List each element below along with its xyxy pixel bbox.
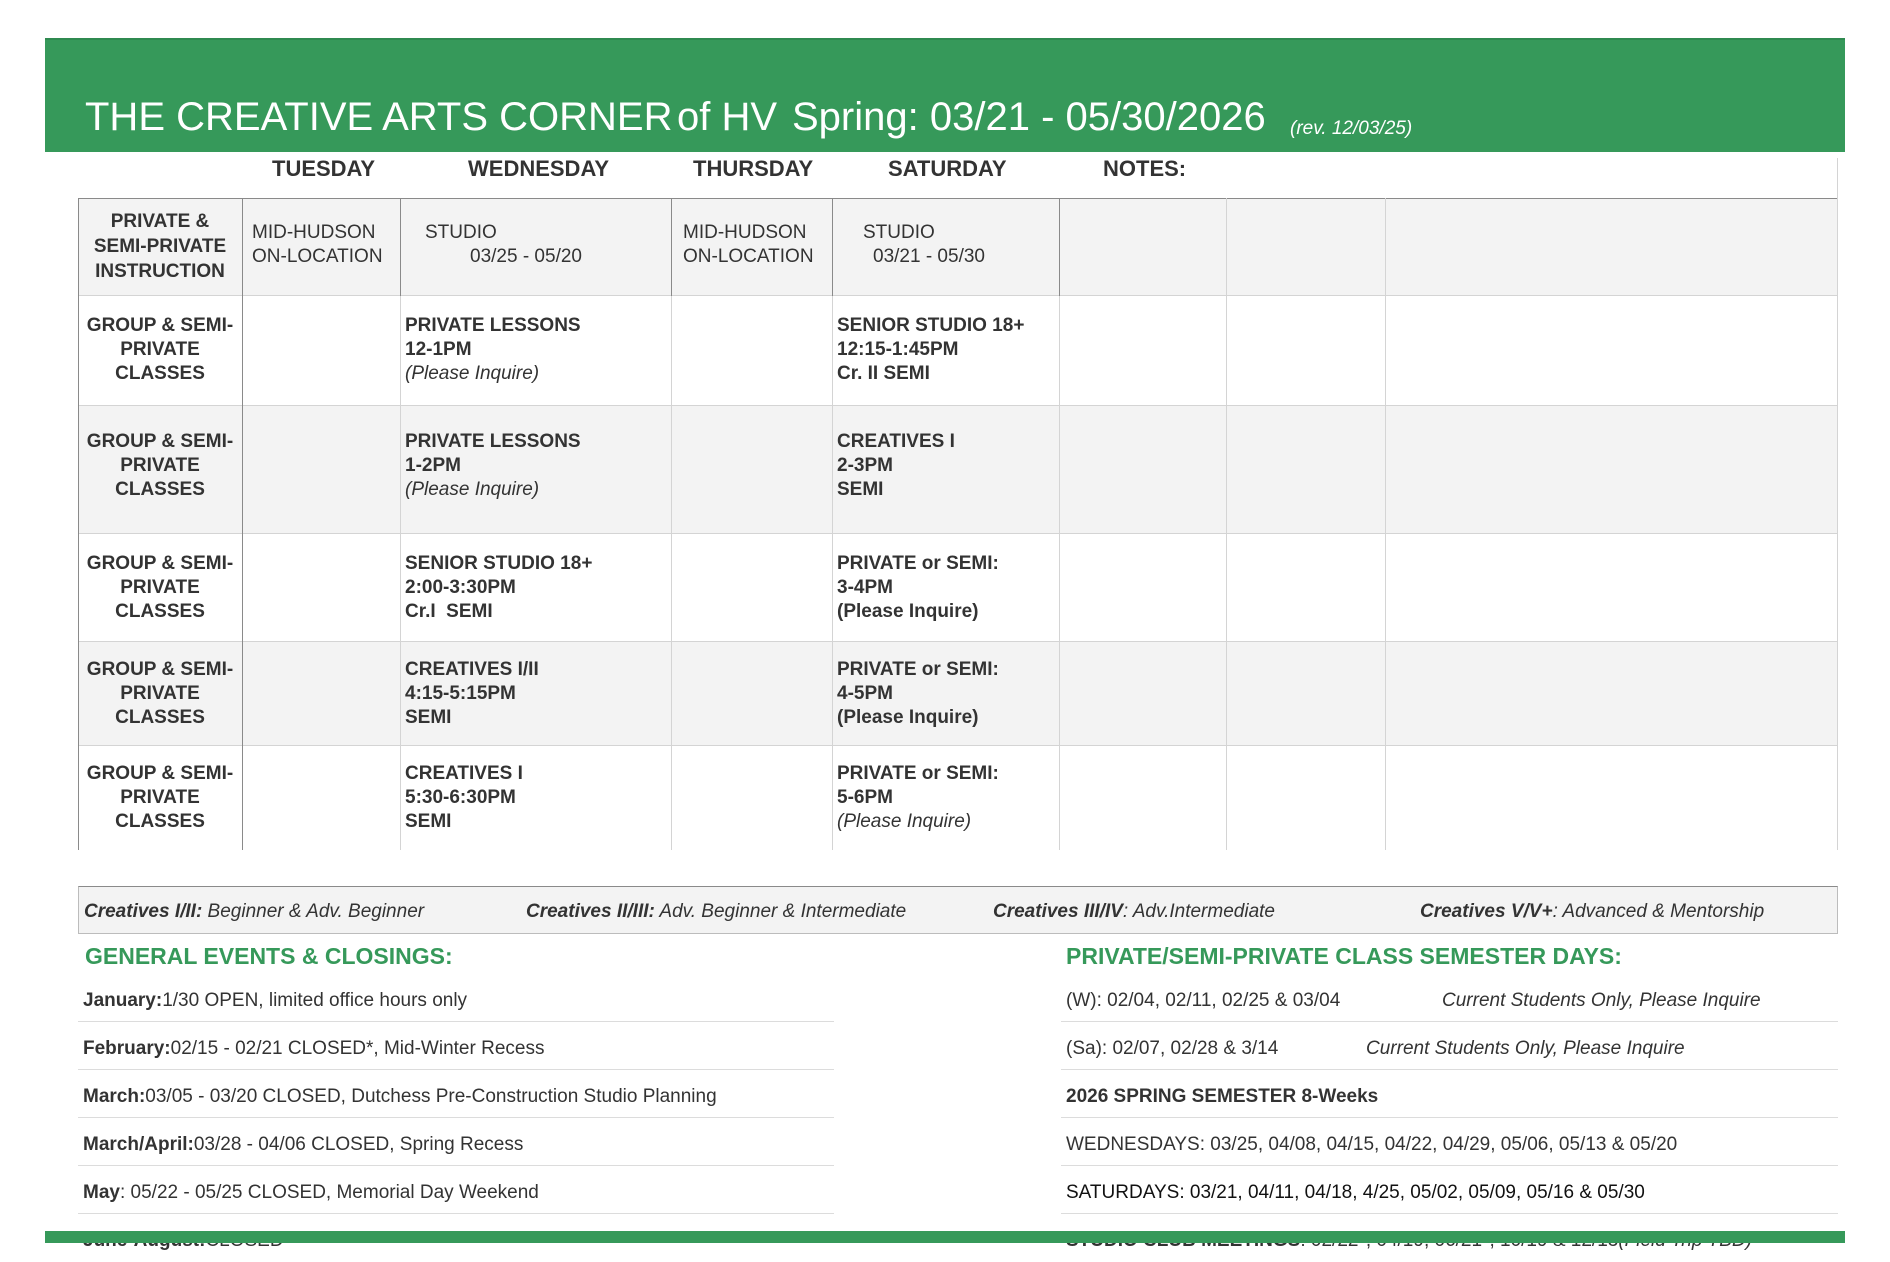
semester-line xyxy=(1061,1070,1838,1118)
class-time: 12:15-1:45PM xyxy=(837,339,959,360)
row-label-line: PRIVATE xyxy=(120,455,200,476)
grid-line xyxy=(1059,198,1060,296)
grid-line xyxy=(242,198,243,850)
location-line: MID-HUDSON xyxy=(252,222,376,243)
row-label-line: GROUP & SEMI- xyxy=(86,431,234,452)
wednesday-class xyxy=(405,296,675,405)
day-header-tuesday: TUESDAY xyxy=(272,156,376,181)
class-row xyxy=(78,746,1838,850)
class-title: PRIVATE LESSONS xyxy=(405,315,581,336)
semester-sat-days: (Sa): 02/07, 02/28 & 3/14 xyxy=(1066,1038,1279,1059)
spring-wednesdays: WEDNESDAYS: 03/25, 04/08, 04/15, 04/22, 04/29, 05/06, 05/13 & 05/20 xyxy=(1066,1134,1678,1155)
tuesday-location xyxy=(252,199,402,295)
semester-line xyxy=(1061,1166,1838,1214)
class-title: CREATIVES I xyxy=(405,763,523,784)
event-label: February: xyxy=(83,1038,171,1059)
class-title: SENIOR STUDIO 18+ xyxy=(837,315,1025,336)
event-text: 1/30 OPEN, limited office hours only xyxy=(162,990,468,1011)
class-time: 2-3PM xyxy=(837,455,893,476)
event-text: 03/28 - 04/06 CLOSED, Spring Recess xyxy=(193,1134,524,1155)
legend-term: Creatives I/II: xyxy=(84,901,203,922)
class-note: (Please Inquire) xyxy=(405,363,540,384)
footer-band xyxy=(45,1231,1845,1243)
legend-item xyxy=(1420,901,1764,923)
grid-line xyxy=(78,198,79,850)
grid-line xyxy=(1059,296,1060,850)
row-label-line: GROUP & SEMI- xyxy=(86,553,234,574)
semester-sat-note: Current Students Only, Please Inquire xyxy=(1366,1038,1685,1059)
class-title: PRIVATE or SEMI: xyxy=(837,763,999,784)
level-legend xyxy=(78,886,1838,934)
row-label xyxy=(78,642,242,745)
row-label-line: CLASSES xyxy=(115,707,205,728)
class-note: Cr.I SEMI xyxy=(405,601,493,622)
wednesday-class xyxy=(405,406,675,533)
location-row xyxy=(78,198,1838,296)
title-of: of HV xyxy=(677,95,778,139)
class-time: 5:30-6:30PM xyxy=(405,787,516,808)
legend-term: Creatives III/IV xyxy=(993,901,1123,922)
day-header-notes: NOTES: xyxy=(1103,156,1187,181)
class-time: 4-5PM xyxy=(837,683,893,704)
saturday-location xyxy=(846,199,1066,295)
event-label: March: xyxy=(83,1086,146,1107)
location-line: ON-LOCATION xyxy=(252,246,383,267)
grid-line xyxy=(671,198,1059,199)
semester-line xyxy=(1061,974,1838,1022)
row-label-line: PRIVATE xyxy=(120,339,200,360)
schedule-sheet xyxy=(45,38,1845,1248)
class-note: (Please Inquire) xyxy=(837,601,979,622)
class-note: (Please Inquire) xyxy=(837,811,972,832)
revision-note: (rev. 12/03/25) xyxy=(1290,118,1413,139)
event-line xyxy=(78,1070,834,1118)
row-label-line: SEMI-PRIVATE xyxy=(93,236,227,257)
event-text: 02/15 - 02/21 CLOSED*, Mid-Winter Recess xyxy=(170,1038,545,1059)
class-time: 12-1PM xyxy=(405,339,472,360)
row-label-line: CLASSES xyxy=(115,479,205,500)
event-label: May xyxy=(83,1182,120,1203)
event-text: 03/05 - 03/20 CLOSED, Dutchess Pre-Construction Studio Planning xyxy=(145,1086,717,1107)
row-label xyxy=(78,199,242,295)
grid-line xyxy=(1837,158,1838,850)
grid-line xyxy=(832,296,833,850)
day-header-thursday: THURSDAY xyxy=(693,156,814,181)
class-row xyxy=(78,406,1838,534)
saturday-class xyxy=(837,296,1062,405)
grid-line xyxy=(400,198,401,296)
row-label xyxy=(78,746,242,850)
legend-desc: : Adv.Intermediate xyxy=(1122,901,1275,922)
class-row xyxy=(78,642,1838,746)
legend-term: Creatives II/III: xyxy=(526,901,655,922)
class-row xyxy=(78,296,1838,406)
wednesday-class xyxy=(405,534,675,641)
row-label-line: CLASSES xyxy=(115,363,205,384)
day-header-wednesday: WEDNESDAY xyxy=(468,156,609,181)
class-note: (Please Inquire) xyxy=(837,707,979,728)
row-label xyxy=(78,296,242,405)
class-time: 4:15-5:15PM xyxy=(405,683,516,704)
location-line: STUDIO xyxy=(863,222,935,243)
row-label-line: PRIVATE & xyxy=(110,211,210,232)
row-label-line: PRIVATE xyxy=(120,787,200,808)
row-label-line: CLASSES xyxy=(115,811,205,832)
saturday-class xyxy=(837,746,1062,850)
class-title: CREATIVES I xyxy=(837,431,955,452)
grid-line xyxy=(400,296,401,850)
semester-line xyxy=(1061,1022,1838,1070)
class-note: SEMI xyxy=(405,707,452,728)
location-line: STUDIO xyxy=(425,222,497,243)
legend-item xyxy=(993,901,1275,923)
events-heading: GENERAL EVENTS & CLOSINGS: xyxy=(85,943,453,969)
spring-saturdays: SATURDAYS: 03/21, 04/11, 04/18, 4/25, 05/02, 05/09, 05/16 & 05/30 xyxy=(1066,1182,1645,1203)
event-line xyxy=(78,1022,834,1070)
location-line: MID-HUDSON xyxy=(683,222,807,243)
semester-wed-days: (W): 02/04, 02/11, 02/25 & 03/04 xyxy=(1066,990,1341,1011)
title-main: THE CREATIVE ARTS CORNER xyxy=(85,95,673,139)
class-row xyxy=(78,534,1838,642)
legend-term: Creatives V/V+ xyxy=(1420,901,1553,922)
thursday-location xyxy=(683,199,833,295)
grid-line xyxy=(832,198,833,296)
row-label-line: PRIVATE xyxy=(120,577,200,598)
semester-wed-note: Current Students Only, Please Inquire xyxy=(1442,990,1761,1011)
location-date: 03/21 - 05/30 xyxy=(873,246,985,267)
row-label xyxy=(78,534,242,641)
grid-line xyxy=(671,198,672,296)
saturday-class xyxy=(837,534,1062,641)
class-time: 2:00-3:30PM xyxy=(405,577,516,598)
class-time: 1-2PM xyxy=(405,455,461,476)
class-title: PRIVATE or SEMI: xyxy=(837,659,999,680)
legend-item xyxy=(84,901,424,923)
day-header-saturday: SATURDAY xyxy=(888,156,1007,181)
class-note: Cr. II SEMI xyxy=(837,363,930,384)
wednesday-class xyxy=(405,642,675,745)
header-banner xyxy=(45,38,1845,152)
row-label-line: CLASSES xyxy=(115,601,205,622)
wednesday-class xyxy=(405,746,675,850)
row-label xyxy=(78,406,242,533)
semester-line xyxy=(1061,1118,1838,1166)
event-label: March/April: xyxy=(83,1134,194,1155)
legend-desc: : Advanced & Mentorship xyxy=(1552,901,1765,922)
event-line xyxy=(78,974,834,1022)
row-label-line: GROUP & SEMI- xyxy=(86,659,234,680)
class-title: PRIVATE or SEMI: xyxy=(837,553,999,574)
row-label-line: GROUP & SEMI- xyxy=(86,763,234,784)
class-title: PRIVATE LESSONS xyxy=(405,431,581,452)
title-season: Spring: 03/21 - 05/30/2026 xyxy=(792,95,1266,139)
event-text: : 05/22 - 05/25 CLOSED, Memorial Day Weekend xyxy=(119,1182,539,1203)
legend-desc: Beginner & Adv. Beginner xyxy=(202,901,425,922)
event-label: January: xyxy=(83,990,163,1011)
class-note: SEMI xyxy=(837,479,884,500)
semester-heading: PRIVATE/SEMI-PRIVATE CLASS SEMESTER DAYS: xyxy=(1066,943,1622,969)
class-note: (Please Inquire) xyxy=(405,479,540,500)
event-line xyxy=(78,1118,834,1166)
legend-item xyxy=(526,901,906,923)
location-line: ON-LOCATION xyxy=(683,246,814,267)
wednesday-location xyxy=(408,199,668,295)
row-label-line: INSTRUCTION xyxy=(95,261,225,282)
row-label-line: GROUP & SEMI- xyxy=(86,315,234,336)
grid-line xyxy=(1385,198,1386,850)
event-line xyxy=(78,1166,834,1214)
class-time: 5-6PM xyxy=(837,787,893,808)
saturday-class xyxy=(837,642,1062,745)
class-note: SEMI xyxy=(405,811,452,832)
class-title: SENIOR STUDIO 18+ xyxy=(405,553,593,574)
grid-line xyxy=(1226,198,1227,850)
row-label-line: PRIVATE xyxy=(120,683,200,704)
location-date: 03/25 - 05/20 xyxy=(470,246,582,267)
saturday-class xyxy=(837,406,1062,533)
legend-desc: Adv. Beginner & Intermediate xyxy=(654,901,907,922)
class-time: 3-4PM xyxy=(837,577,893,598)
spring-semester-label: 2026 SPRING SEMESTER 8-Weeks xyxy=(1066,1086,1379,1107)
class-title: CREATIVES I/II xyxy=(405,659,539,680)
grid-line xyxy=(671,296,672,850)
